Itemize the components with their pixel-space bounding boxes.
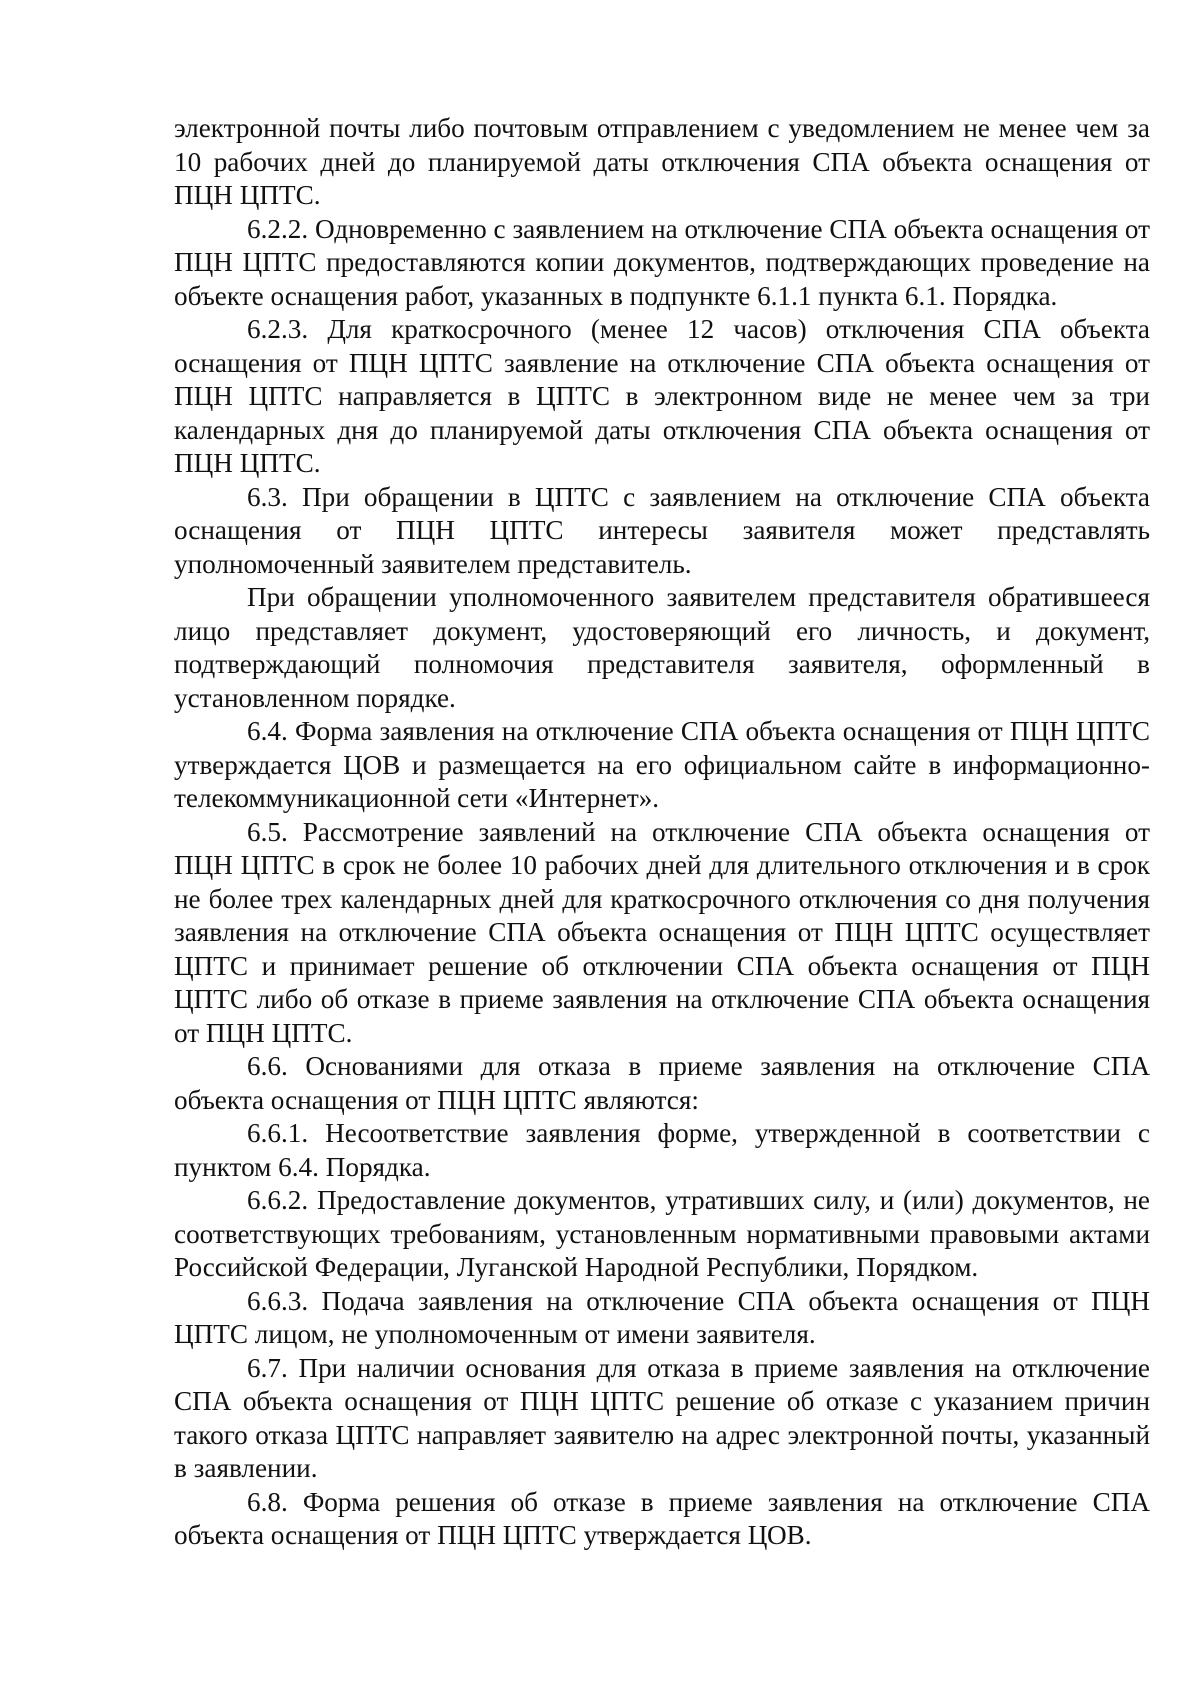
paragraph-6-2-2: 6.2.2. Одновременно с заявлением на отключение СПА объекта оснащения от ПЦН ЦПТС предоставляются копии документов, подтверждающих проведение на объекте оснащения работ, указанных в подпункте 6.1.1 пункта 6.1. Порядка. — [174, 213, 1150, 311]
paragraph-6-8: 6.8. Форма решения об отказе в приеме заявления на отключение СПА объекта оснащения от ПЦН ЦПТС утверждается ЦОВ. — [174, 1486, 1150, 1550]
paragraph-6-3: 6.3. При обращении в ЦПТС с заявлением на отключение СПА объекта оснащения от ПЦН ЦПТС интересы заявителя может представлять уполномоченный заявителем представитель. — [174, 481, 1150, 579]
document-body — [174, 112, 1150, 1553]
paragraph-6-6-3: 6.6.3. Подача заявления на отключение СПА объекта оснащения от ПЦН ЦПТС лицом, не уполномоченным от имени заявителя. — [174, 1285, 1150, 1349]
paragraph-6-3-representative: При обращении уполномоченного заявителем представителя обратившееся лицо представляет документ, удостоверяющий его личность, и документ, подтверждающий полномочия представителя заявителя, оформленный в установленном порядке. — [174, 582, 1150, 713]
paragraph-6-6-2: 6.6.2. Предоставление документов, утративших силу, и (или) документов, не соответствующих требованиям, установленным нормативными правовыми актами Российской Федерации, Луганской Народной Республики, Порядком. — [174, 1185, 1150, 1282]
paragraph-6-6-1: 6.6.1. Несоответствие заявления форме, утвержденной в соответствии с пунктом 6.4. Порядка. — [174, 1118, 1150, 1182]
paragraph-continuation: электронной почты либо почтовым отправлением с уведомлением не менее чем за 10 рабочих дней до планируемой даты отключения СПА объекта оснащения от ПЦН ЦПТС. — [174, 113, 1150, 210]
paragraph-6-7: 6.7. При наличии основания для отказа в приеме заявления на отключение СПА объекта оснащения от ПЦН ЦПТС решение об отказе с указанием причин такого отказа ЦПТС направляет заявителю на адрес электронной почты, указанный в заявлении. — [174, 1352, 1150, 1483]
paragraph-6-2-3: 6.2.3. Для краткосрочного (менее 12 часов) отключения СПА объекта оснащения от ПЦН ЦПТС заявление на отключение СПА объекта оснащения от ПЦН ЦПТС направляется в ЦПТС в электронном виде не менее чем за три календарных дня до планируемой даты отключения СПА объекта оснащения от ПЦН ЦПТС. — [174, 314, 1150, 478]
paragraph-6-6: 6.6. Основаниями для отказа в приеме заявления на отключение СПА объекта оснащения от ПЦН ЦПТС являются: — [174, 1051, 1150, 1115]
paragraph-6-5: 6.5. Рассмотрение заявлений на отключение СПА объекта оснащения от ПЦН ЦПТС в срок не более 10 рабочих дней для длительного отключения и в срок не более трех календарных дней для краткосрочного отключения со дня получения заявления на отключение СПА объекта оснащения от ПЦН ЦПТС осуществляет ЦПТС и принимает решение об отключении СПА объекта оснащения от ПЦН ЦПТС либо об отказе в приеме заявления на отключение СПА объекта оснащения от ПЦН ЦПТС. — [174, 816, 1150, 1048]
paragraph-6-4: 6.4. Форма заявления на отключение СПА объекта оснащения от ПЦН ЦПТС утверждается ЦОВ и размещается на его официальном сайте в информационно-телекоммуникационной сети «Интернет». — [174, 716, 1150, 813]
